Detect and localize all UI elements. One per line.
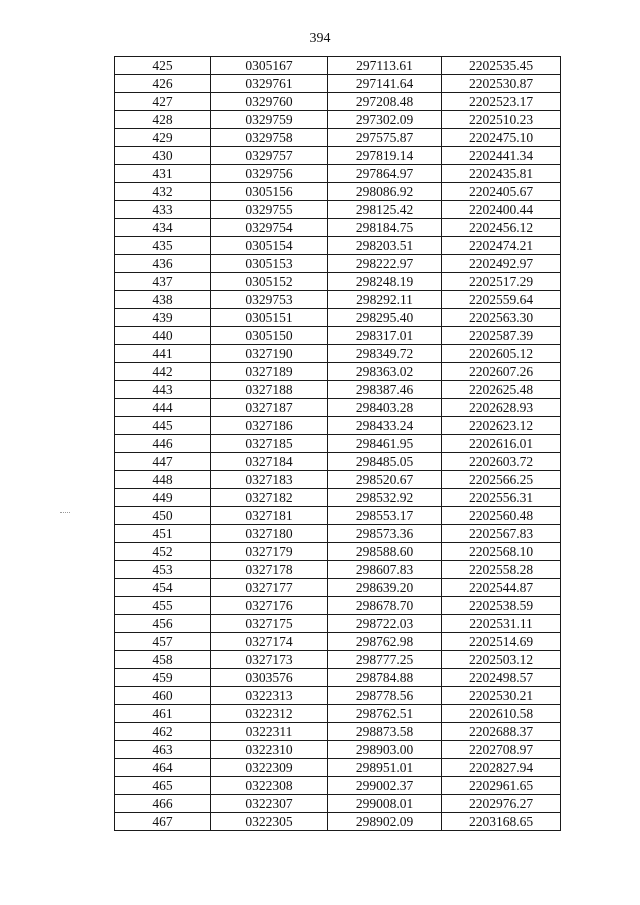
point-id-cell: 0327190 xyxy=(211,345,328,363)
point-id-cell: 0322305 xyxy=(211,813,328,831)
y-coordinate-cell: 2202514.69 xyxy=(442,633,561,651)
x-coordinate-cell: 297302.09 xyxy=(328,111,442,129)
point-number-cell: 440 xyxy=(115,327,211,345)
y-coordinate-cell: 2202556.31 xyxy=(442,489,561,507)
y-coordinate-cell: 2202456.12 xyxy=(442,219,561,237)
y-coordinate-cell: 2202492.97 xyxy=(442,255,561,273)
x-coordinate-cell: 298553.17 xyxy=(328,507,442,525)
point-number-cell: 432 xyxy=(115,183,211,201)
point-number-cell: 430 xyxy=(115,147,211,165)
x-coordinate-cell: 298184.75 xyxy=(328,219,442,237)
point-id-cell: 0327187 xyxy=(211,399,328,417)
y-coordinate-cell: 2202961.65 xyxy=(442,777,561,795)
table-row xyxy=(115,579,561,597)
y-coordinate-cell: 2202587.39 xyxy=(442,327,561,345)
table-row xyxy=(115,219,561,237)
y-coordinate-cell: 2202517.29 xyxy=(442,273,561,291)
point-number-cell: 456 xyxy=(115,615,211,633)
point-number-cell: 436 xyxy=(115,255,211,273)
point-id-cell: 0327182 xyxy=(211,489,328,507)
table-row xyxy=(115,93,561,111)
table-row xyxy=(115,147,561,165)
y-coordinate-cell: 2202530.87 xyxy=(442,75,561,93)
x-coordinate-cell: 297141.64 xyxy=(328,75,442,93)
point-id-cell: 0329759 xyxy=(211,111,328,129)
y-coordinate-cell: 2202523.17 xyxy=(442,93,561,111)
y-coordinate-cell: 2202623.12 xyxy=(442,417,561,435)
x-coordinate-cell: 298762.98 xyxy=(328,633,442,651)
point-id-cell: 0305154 xyxy=(211,237,328,255)
x-coordinate-cell: 298461.95 xyxy=(328,435,442,453)
x-coordinate-cell: 298573.36 xyxy=(328,525,442,543)
table-row xyxy=(115,381,561,399)
table-row xyxy=(115,561,561,579)
table-row xyxy=(115,597,561,615)
table-row xyxy=(115,363,561,381)
point-id-cell: 0322307 xyxy=(211,795,328,813)
table-row xyxy=(115,651,561,669)
point-id-cell: 0329754 xyxy=(211,219,328,237)
y-coordinate-cell: 2202567.83 xyxy=(442,525,561,543)
x-coordinate-cell: 298902.09 xyxy=(328,813,442,831)
y-coordinate-cell: 2202510.23 xyxy=(442,111,561,129)
point-id-cell: 0305167 xyxy=(211,57,328,75)
point-number-cell: 450 xyxy=(115,507,211,525)
point-number-cell: 428 xyxy=(115,111,211,129)
point-id-cell: 0322311 xyxy=(211,723,328,741)
point-number-cell: 463 xyxy=(115,741,211,759)
table-row xyxy=(115,705,561,723)
point-number-cell: 443 xyxy=(115,381,211,399)
x-coordinate-cell: 298520.67 xyxy=(328,471,442,489)
table-row xyxy=(115,507,561,525)
y-coordinate-cell: 2202530.21 xyxy=(442,687,561,705)
point-number-cell: 435 xyxy=(115,237,211,255)
point-id-cell: 0322309 xyxy=(211,759,328,777)
point-id-cell: 0327173 xyxy=(211,651,328,669)
y-coordinate-cell: 2202688.37 xyxy=(442,723,561,741)
point-id-cell: 0322312 xyxy=(211,705,328,723)
table-row xyxy=(115,615,561,633)
y-coordinate-cell: 2202538.59 xyxy=(442,597,561,615)
x-coordinate-cell: 298387.46 xyxy=(328,381,442,399)
point-number-cell: 454 xyxy=(115,579,211,597)
point-id-cell: 0327181 xyxy=(211,507,328,525)
point-id-cell: 0327188 xyxy=(211,381,328,399)
point-id-cell: 0329758 xyxy=(211,129,328,147)
x-coordinate-cell: 298485.05 xyxy=(328,453,442,471)
point-id-cell: 0329760 xyxy=(211,93,328,111)
y-coordinate-cell: 2202441.34 xyxy=(442,147,561,165)
point-number-cell: 431 xyxy=(115,165,211,183)
table-row xyxy=(115,183,561,201)
point-number-cell: 458 xyxy=(115,651,211,669)
x-coordinate-cell: 298607.83 xyxy=(328,561,442,579)
coordinates-table xyxy=(114,56,561,831)
y-coordinate-cell: 2202566.25 xyxy=(442,471,561,489)
point-id-cell: 0305152 xyxy=(211,273,328,291)
y-coordinate-cell: 2202535.45 xyxy=(442,57,561,75)
table-row xyxy=(115,741,561,759)
table-row xyxy=(115,453,561,471)
x-coordinate-cell: 298639.20 xyxy=(328,579,442,597)
table-row xyxy=(115,273,561,291)
table-row xyxy=(115,75,561,93)
x-coordinate-cell: 298317.01 xyxy=(328,327,442,345)
x-coordinate-cell: 298722.03 xyxy=(328,615,442,633)
point-id-cell: 0322308 xyxy=(211,777,328,795)
y-coordinate-cell: 2202625.48 xyxy=(442,381,561,399)
table-row xyxy=(115,111,561,129)
point-number-cell: 451 xyxy=(115,525,211,543)
point-number-cell: 427 xyxy=(115,93,211,111)
x-coordinate-cell: 298778.56 xyxy=(328,687,442,705)
point-id-cell: 0322310 xyxy=(211,741,328,759)
point-id-cell: 0305153 xyxy=(211,255,328,273)
point-id-cell: 0327177 xyxy=(211,579,328,597)
point-number-cell: 453 xyxy=(115,561,211,579)
y-coordinate-cell: 2202435.81 xyxy=(442,165,561,183)
x-coordinate-cell: 298403.28 xyxy=(328,399,442,417)
table-row xyxy=(115,201,561,219)
table-row xyxy=(115,165,561,183)
point-id-cell: 0303576 xyxy=(211,669,328,687)
point-number-cell: 441 xyxy=(115,345,211,363)
point-id-cell: 0327189 xyxy=(211,363,328,381)
point-number-cell: 452 xyxy=(115,543,211,561)
x-coordinate-cell: 298777.25 xyxy=(328,651,442,669)
table-row xyxy=(115,759,561,777)
margin-mark xyxy=(60,512,70,514)
table-row xyxy=(115,129,561,147)
point-number-cell: 461 xyxy=(115,705,211,723)
x-coordinate-cell: 298678.70 xyxy=(328,597,442,615)
point-number-cell: 465 xyxy=(115,777,211,795)
x-coordinate-cell: 298433.24 xyxy=(328,417,442,435)
point-id-cell: 0305151 xyxy=(211,309,328,327)
y-coordinate-cell: 2202616.01 xyxy=(442,435,561,453)
point-number-cell: 460 xyxy=(115,687,211,705)
point-id-cell: 0327186 xyxy=(211,417,328,435)
table-row xyxy=(115,399,561,417)
point-id-cell: 0305150 xyxy=(211,327,328,345)
x-coordinate-cell: 298784.88 xyxy=(328,669,442,687)
y-coordinate-cell: 2202400.44 xyxy=(442,201,561,219)
table-row xyxy=(115,543,561,561)
point-id-cell: 0329761 xyxy=(211,75,328,93)
x-coordinate-cell: 298248.19 xyxy=(328,273,442,291)
y-coordinate-cell: 2202503.12 xyxy=(442,651,561,669)
y-coordinate-cell: 2202474.21 xyxy=(442,237,561,255)
x-coordinate-cell: 298222.97 xyxy=(328,255,442,273)
x-coordinate-cell: 298588.60 xyxy=(328,543,442,561)
y-coordinate-cell: 2202568.10 xyxy=(442,543,561,561)
point-number-cell: 457 xyxy=(115,633,211,651)
y-coordinate-cell: 2202976.27 xyxy=(442,795,561,813)
point-number-cell: 446 xyxy=(115,435,211,453)
y-coordinate-cell: 2202558.28 xyxy=(442,561,561,579)
x-coordinate-cell: 298125.42 xyxy=(328,201,442,219)
table-row xyxy=(115,777,561,795)
table-row xyxy=(115,327,561,345)
x-coordinate-cell: 297208.48 xyxy=(328,93,442,111)
x-coordinate-cell: 298873.58 xyxy=(328,723,442,741)
point-id-cell: 0329757 xyxy=(211,147,328,165)
x-coordinate-cell: 298292.11 xyxy=(328,291,442,309)
x-coordinate-cell: 298951.01 xyxy=(328,759,442,777)
y-coordinate-cell: 2202628.93 xyxy=(442,399,561,417)
y-coordinate-cell: 2202475.10 xyxy=(442,129,561,147)
point-number-cell: 455 xyxy=(115,597,211,615)
x-coordinate-cell: 297575.87 xyxy=(328,129,442,147)
table-row xyxy=(115,435,561,453)
point-id-cell: 0327185 xyxy=(211,435,328,453)
y-coordinate-cell: 2202405.67 xyxy=(442,183,561,201)
point-number-cell: 438 xyxy=(115,291,211,309)
point-id-cell: 0322313 xyxy=(211,687,328,705)
y-coordinate-cell: 2202607.26 xyxy=(442,363,561,381)
x-coordinate-cell: 298349.72 xyxy=(328,345,442,363)
x-coordinate-cell: 299008.01 xyxy=(328,795,442,813)
y-coordinate-cell: 2202544.87 xyxy=(442,579,561,597)
table-row xyxy=(115,669,561,687)
x-coordinate-cell: 298086.92 xyxy=(328,183,442,201)
coordinates-table-body xyxy=(115,57,561,831)
y-coordinate-cell: 2202603.72 xyxy=(442,453,561,471)
point-number-cell: 439 xyxy=(115,309,211,327)
table-row xyxy=(115,687,561,705)
table-row xyxy=(115,57,561,75)
point-number-cell: 447 xyxy=(115,453,211,471)
table-row xyxy=(115,723,561,741)
point-id-cell: 0327176 xyxy=(211,597,328,615)
y-coordinate-cell: 2202610.58 xyxy=(442,705,561,723)
point-id-cell: 0327175 xyxy=(211,615,328,633)
point-id-cell: 0329753 xyxy=(211,291,328,309)
point-number-cell: 444 xyxy=(115,399,211,417)
point-number-cell: 442 xyxy=(115,363,211,381)
point-id-cell: 0329755 xyxy=(211,201,328,219)
point-id-cell: 0305156 xyxy=(211,183,328,201)
point-id-cell: 0327180 xyxy=(211,525,328,543)
table-row xyxy=(115,255,561,273)
x-coordinate-cell: 297819.14 xyxy=(328,147,442,165)
page-number: 394 xyxy=(309,31,331,46)
point-number-cell: 437 xyxy=(115,273,211,291)
table-row xyxy=(115,525,561,543)
x-coordinate-cell: 298532.92 xyxy=(328,489,442,507)
table-row xyxy=(115,813,561,831)
table-row xyxy=(115,795,561,813)
point-number-cell: 462 xyxy=(115,723,211,741)
point-number-cell: 429 xyxy=(115,129,211,147)
point-id-cell: 0327174 xyxy=(211,633,328,651)
x-coordinate-cell: 297113.61 xyxy=(328,57,442,75)
table-row xyxy=(115,471,561,489)
y-coordinate-cell: 2202708.97 xyxy=(442,741,561,759)
table-row xyxy=(115,291,561,309)
x-coordinate-cell: 299002.37 xyxy=(328,777,442,795)
y-coordinate-cell: 2202827.94 xyxy=(442,759,561,777)
point-number-cell: 433 xyxy=(115,201,211,219)
point-number-cell: 464 xyxy=(115,759,211,777)
table-row xyxy=(115,633,561,651)
point-id-cell: 0329756 xyxy=(211,165,328,183)
table-row xyxy=(115,345,561,363)
y-coordinate-cell: 2202560.48 xyxy=(442,507,561,525)
point-number-cell: 445 xyxy=(115,417,211,435)
y-coordinate-cell: 2202559.64 xyxy=(442,291,561,309)
x-coordinate-cell: 298203.51 xyxy=(328,237,442,255)
table-row xyxy=(115,309,561,327)
x-coordinate-cell: 298762.51 xyxy=(328,705,442,723)
point-id-cell: 0327183 xyxy=(211,471,328,489)
x-coordinate-cell: 297864.97 xyxy=(328,165,442,183)
x-coordinate-cell: 298295.40 xyxy=(328,309,442,327)
table-row xyxy=(115,489,561,507)
y-coordinate-cell: 2202563.30 xyxy=(442,309,561,327)
point-number-cell: 459 xyxy=(115,669,211,687)
point-number-cell: 449 xyxy=(115,489,211,507)
point-number-cell: 426 xyxy=(115,75,211,93)
y-coordinate-cell: 2202531.11 xyxy=(442,615,561,633)
table-row xyxy=(115,417,561,435)
x-coordinate-cell: 298903.00 xyxy=(328,741,442,759)
point-number-cell: 448 xyxy=(115,471,211,489)
point-number-cell: 467 xyxy=(115,813,211,831)
point-id-cell: 0327178 xyxy=(211,561,328,579)
y-coordinate-cell: 2202498.57 xyxy=(442,669,561,687)
point-id-cell: 0327179 xyxy=(211,543,328,561)
x-coordinate-cell: 298363.02 xyxy=(328,363,442,381)
point-id-cell: 0327184 xyxy=(211,453,328,471)
point-number-cell: 434 xyxy=(115,219,211,237)
y-coordinate-cell: 2203168.65 xyxy=(442,813,561,831)
y-coordinate-cell: 2202605.12 xyxy=(442,345,561,363)
point-number-cell: 425 xyxy=(115,57,211,75)
point-number-cell: 466 xyxy=(115,795,211,813)
table-row xyxy=(115,237,561,255)
